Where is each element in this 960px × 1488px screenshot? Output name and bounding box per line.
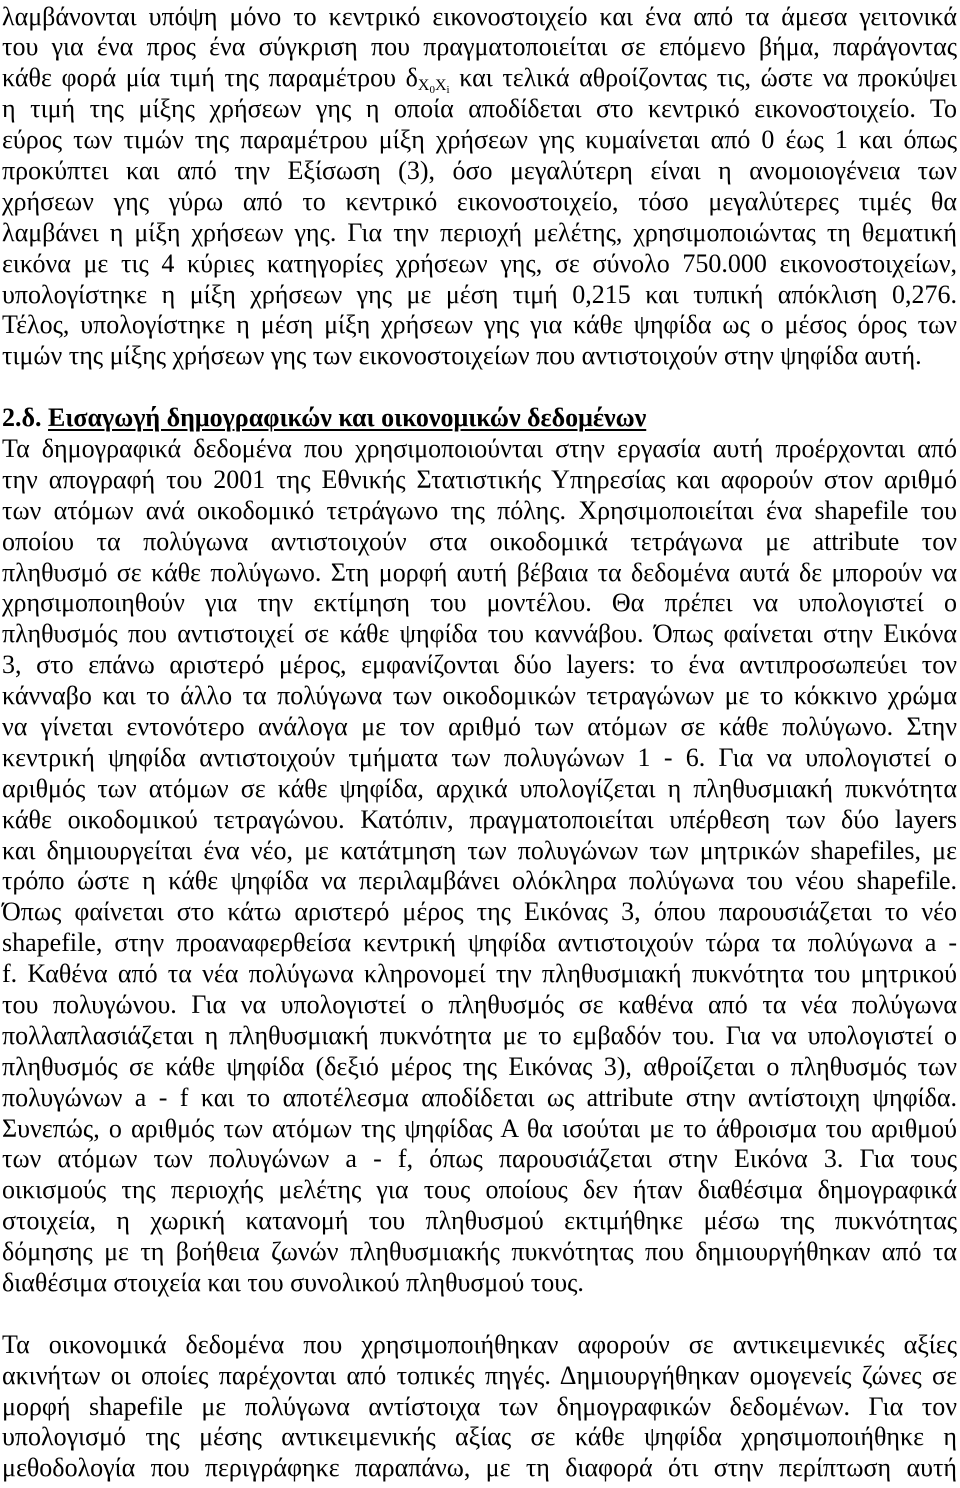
paragraph-1: [2, 2, 957, 373]
paragraph-line: [2, 1392, 957, 1423]
text-segment: κάθε φορά μία τιμή της παραμέτρου δ: [2, 63, 418, 93]
line-text: λαμβάνονται υπόψη μόνο το κεντρικό εικονοστοιχείο και ένα από τα άμεσα γειτονικά: [2, 1, 957, 31]
line-text: κεντρική ψηφίδα αντιστοιχούν τμήματα των πολυγώνων 1 - 6. Για να υπολογιστεί ο: [2, 742, 957, 772]
line-text: 3, στο επάνω αριστερό μέρος, εμφανίζονται δύο layers: το ένα αντιπροσωπεύει τον: [2, 650, 957, 680]
paragraph-line: [2, 1052, 957, 1083]
section-heading: [2, 403, 957, 434]
paragraph-line: [2, 681, 957, 712]
blank-line: [2, 1299, 957, 1330]
line-text: κάθε οικοδομικού τετραγώνου. Κατόπιν, πραγματοποιείται υπέρθεση των δύο layers: [2, 804, 957, 834]
line-text: την απογραφή του 2001 της Εθνικής Στατιστικής Υπηρεσίας και αφορούν στον αριθμό: [2, 464, 957, 494]
paragraph-line: [2, 218, 957, 249]
line-text: η τιμή της μίξης χρήσεων γης η οποία αποδίδεται στο κεντρικό εικονοστοιχείο. Το: [2, 94, 957, 124]
paragraph-line: [2, 1175, 957, 1206]
paragraph-2: [2, 434, 957, 1299]
line-text: των ατόμων των πολυγώνων a - f, όπως παρουσιάζεται στην Εικόνα 3. Για τους: [2, 1144, 957, 1174]
line-text: τρόπο ώστε η κάθε ψηφίδα να περιλαμβάνει ολόκληρα πολύγωνα του νέου shapefile.: [2, 866, 957, 896]
line-text: του για ένα προς ένα σύγκριση που πραγματοποιείται σε επόμενο βήμα, παράγοντας: [2, 32, 957, 62]
section-title: Εισαγωγή δημογραφικών και οικονομικών δεδομένων: [48, 403, 647, 433]
line-text: και δημιουργείται ένα νέο, με κατάτμηση των πολυγώνων των μητρικών shapefiles, με: [2, 835, 957, 865]
paragraph-line: [2, 2, 957, 33]
line-text: προκύπτει και από την Εξίσωση (3), όσο μεγαλύτερη είναι η ανομοιογένεια των: [2, 155, 957, 185]
document-page: [2, 2, 957, 1485]
paragraph-line: [2, 465, 957, 496]
line-text: διαθέσιμα στοιχεία και του συνολικού πληθυσμού τους.: [2, 1268, 584, 1298]
line-text: πολλαπλασιάζεται η πληθυσμιακή πυκνότητα με το εμβαδόν του. Για να υπολογιστεί ο: [2, 1020, 957, 1050]
paragraph-line: [2, 866, 957, 897]
line-text: πληθυσμό σε κάθε πολύγωνο. Στη μορφή αυτή βέβαια τα δεδομένα αυτά δε μπορούν να: [2, 557, 957, 587]
paragraph-line: [2, 897, 957, 928]
line-text: Όπως φαίνεται στο κάτω αριστερό μέρος της Εικόνας 3, όπου παρουσιάζεται το νέο: [2, 897, 957, 927]
paragraph-line: [2, 1422, 957, 1453]
line-text: στοιχεία, η χωρική κατανομή του πληθυσμού εκτιμήθηκε μέσω της πυκνότητας: [2, 1206, 957, 1236]
line-text: πληθυσμός σε κάθε ψηφίδα (δεξιό μέρος της Εικόνας 3), αθροίζεται ο πληθυσμός των: [2, 1051, 957, 1081]
line-text: χρήσεων γης γύρω από το κεντρικό εικονοστοιχείο, τόσο μεγαλύτερες τιμές θα: [2, 186, 957, 216]
line-text: δόμησης με τη βοήθεια ζωνών πληθυσμιακής πυκνότητας που δημιουργήθηκαν από τα: [2, 1237, 957, 1267]
section-number: 2.δ.: [2, 403, 42, 433]
paragraph-line: [2, 1114, 957, 1145]
line-text: του πολυγώνου. Για να υπολογιστεί ο πληθυσμός σε καθένα από τα νέα πολύγωνα: [2, 990, 957, 1019]
paragraph-line: [2, 156, 957, 187]
paragraph-line: [2, 32, 957, 63]
paragraph-line: [2, 1083, 957, 1114]
subscript-symbol: X: [434, 77, 447, 95]
line-text: f. Καθένα από τα νέα πολύγωνα κληρονομεί την πληθυσμιακή πυκνότητα του μητρικού: [2, 959, 957, 989]
paragraph-line: [2, 743, 957, 774]
blank-line: [2, 372, 957, 403]
paragraph-line: [2, 1361, 957, 1392]
paragraph-line: [2, 650, 957, 681]
line-text: πολυγώνων a - f και το αποτέλεσμα αποδίδεται ως attribute στην αντίστοιχη ψηφίδα.: [2, 1082, 957, 1112]
paragraph-line: [2, 558, 957, 589]
line-text: κάνναβο και το άλλο τα πολύγωνα των οικοδομικών τετραγώνων με το κόκκινο χρώμα: [2, 681, 957, 711]
paragraph-line: [2, 527, 957, 558]
paragraph-line: [2, 836, 957, 867]
heading-text: [2, 403, 646, 434]
paragraph-line: [2, 959, 957, 990]
paragraph-line: [2, 1144, 957, 1175]
line-text: Τα οικονομικά δεδομένα που χρησιμοποιήθηκαν αφορούν σε αντικειμενικές αξίες: [2, 1329, 957, 1359]
line-text: Συνεπώς, ο αριθμός των ατόμων της ψηφίδας Α θα ισούται με το άθροισμα του αριθμού: [2, 1113, 957, 1143]
line-text: μεθοδολογία που περιγράφηκε παραπάνω, με τη διαφορά ότι στην περίπτωση αυτή: [2, 1453, 957, 1483]
text-segment: και τελικά αθροίζοντας τις, ώστε να προκύψει: [449, 63, 957, 93]
paragraph-line: [2, 1453, 957, 1484]
line-text: υπολογίστηκε η μίξη χρήσεων γης με μέση τιμή 0,215 και τυπική απόκλιση 0,276.: [2, 279, 957, 309]
paragraph-line: [2, 1021, 957, 1052]
paragraph-line: [2, 1237, 957, 1268]
paragraph-line: [2, 805, 957, 836]
paragraph-line: [2, 928, 957, 959]
paragraph-line: [2, 94, 957, 125]
line-text: υπολογισμό της μέσης αντικειμενικής αξίας σε κάθε ψηφίδα χρησιμοποιήθηκε η: [2, 1422, 957, 1452]
line-text: των ατόμων ανά οικοδομικό τετράγωνο της πόλης. Χρησιμοποιείται ένα shapefile του: [2, 495, 957, 525]
subscript-index: 0: [429, 84, 435, 97]
line-text: ακινήτων οι οποίες παρέχονται από τοπικές πηγές. Δημιουργήθηκαν ομογενείς ζώνες σε: [2, 1360, 957, 1390]
paragraph-line: [2, 125, 957, 156]
paragraph-line: [2, 63, 957, 97]
line-text: Τα δημογραφικά δεδομένα που χρησιμοποιούνται στην εργασία αυτή προέρχονται από: [2, 433, 957, 463]
paragraph-line: [2, 774, 957, 805]
line-text: shapefile, στην προαναφερθείσα κεντρική ψηφίδα αντιστοιχούν τώρα τα πολύγωνα a -: [2, 928, 957, 958]
line-text: να γίνεται εντονότερο ανάλογα με τον αριθμό των ατόμων σε κάθε πολύγωνο. Στην: [2, 711, 957, 741]
line-text: οποίου τα πολύγωνα αντιστοιχούν στα οικοδομικά τετράγωνα με attribute τον: [2, 526, 957, 556]
line-text: πληθυσμός που αντιστοιχεί σε κάθε ψηφίδα του καννάβου. Όπως φαίνεται στην Εικόνα: [2, 619, 957, 649]
paragraph-line: [2, 588, 957, 619]
line-text: χρησιμοποιηθούν για την εκτίμηση του μοντέλου. Θα πρέπει να υπολογιστεί ο: [2, 588, 957, 618]
paragraph-line: [2, 434, 957, 465]
line-text: εικόνα με τις 4 κύριες κατηγορίες χρήσεων γης, σε σύνολο 750.000 εικονοστοιχείων,: [2, 248, 957, 278]
paragraph-line: [2, 249, 957, 280]
paragraph-line: [2, 280, 957, 311]
line-text: λαμβάνει η μίξη χρήσεων γης. Για την περιοχή μελέτης, χρησιμοποιώντας τη θεματική: [2, 217, 957, 247]
paragraph-line: [2, 712, 957, 743]
subscript-symbol: X: [417, 77, 430, 95]
line-text: μορφή shapefile με πολύγωνα αντίστοιχα των δημογραφικών δεδομένων. Για τον: [2, 1391, 957, 1421]
line-text: οικισμούς της περιοχής μελέτης για τους οποίους δεν ήταν διαθέσιμα δημογραφικά: [2, 1175, 957, 1205]
paragraph-line: [2, 1268, 957, 1299]
paragraph-line: [2, 341, 957, 372]
paragraph-line: [2, 496, 957, 527]
paragraph-line: [2, 310, 957, 341]
paragraph-line: [2, 1330, 957, 1361]
paragraph-line: [2, 187, 957, 218]
line-text: εύρος των τιμών της παραμέτρου μίξη χρήσεων γης κυμαίνεται από 0 έως 1 και όπως: [2, 125, 957, 155]
line-text: τιμών της μίξης χρήσεων γης των εικονοστοιχείων που αντιστοιχούν στην ψηφίδα αυτή.: [2, 341, 922, 371]
subscript-index: i: [446, 84, 450, 97]
line-text: αριθμός των ατόμων σε κάθε ψηφίδα, αρχικά υπολογίζεται η πληθυσμιακή πυκνότητα: [2, 773, 957, 803]
paragraph-3: [2, 1330, 957, 1484]
paragraph-line: [2, 1206, 957, 1237]
line-text: Τέλος, υπολογίστηκε η μέση μίξη χρήσεων γης για κάθε ψηφίδα ως ο μέσος όρος των: [2, 310, 957, 340]
paragraph-line: [2, 990, 957, 1021]
paragraph-line: [2, 619, 957, 650]
